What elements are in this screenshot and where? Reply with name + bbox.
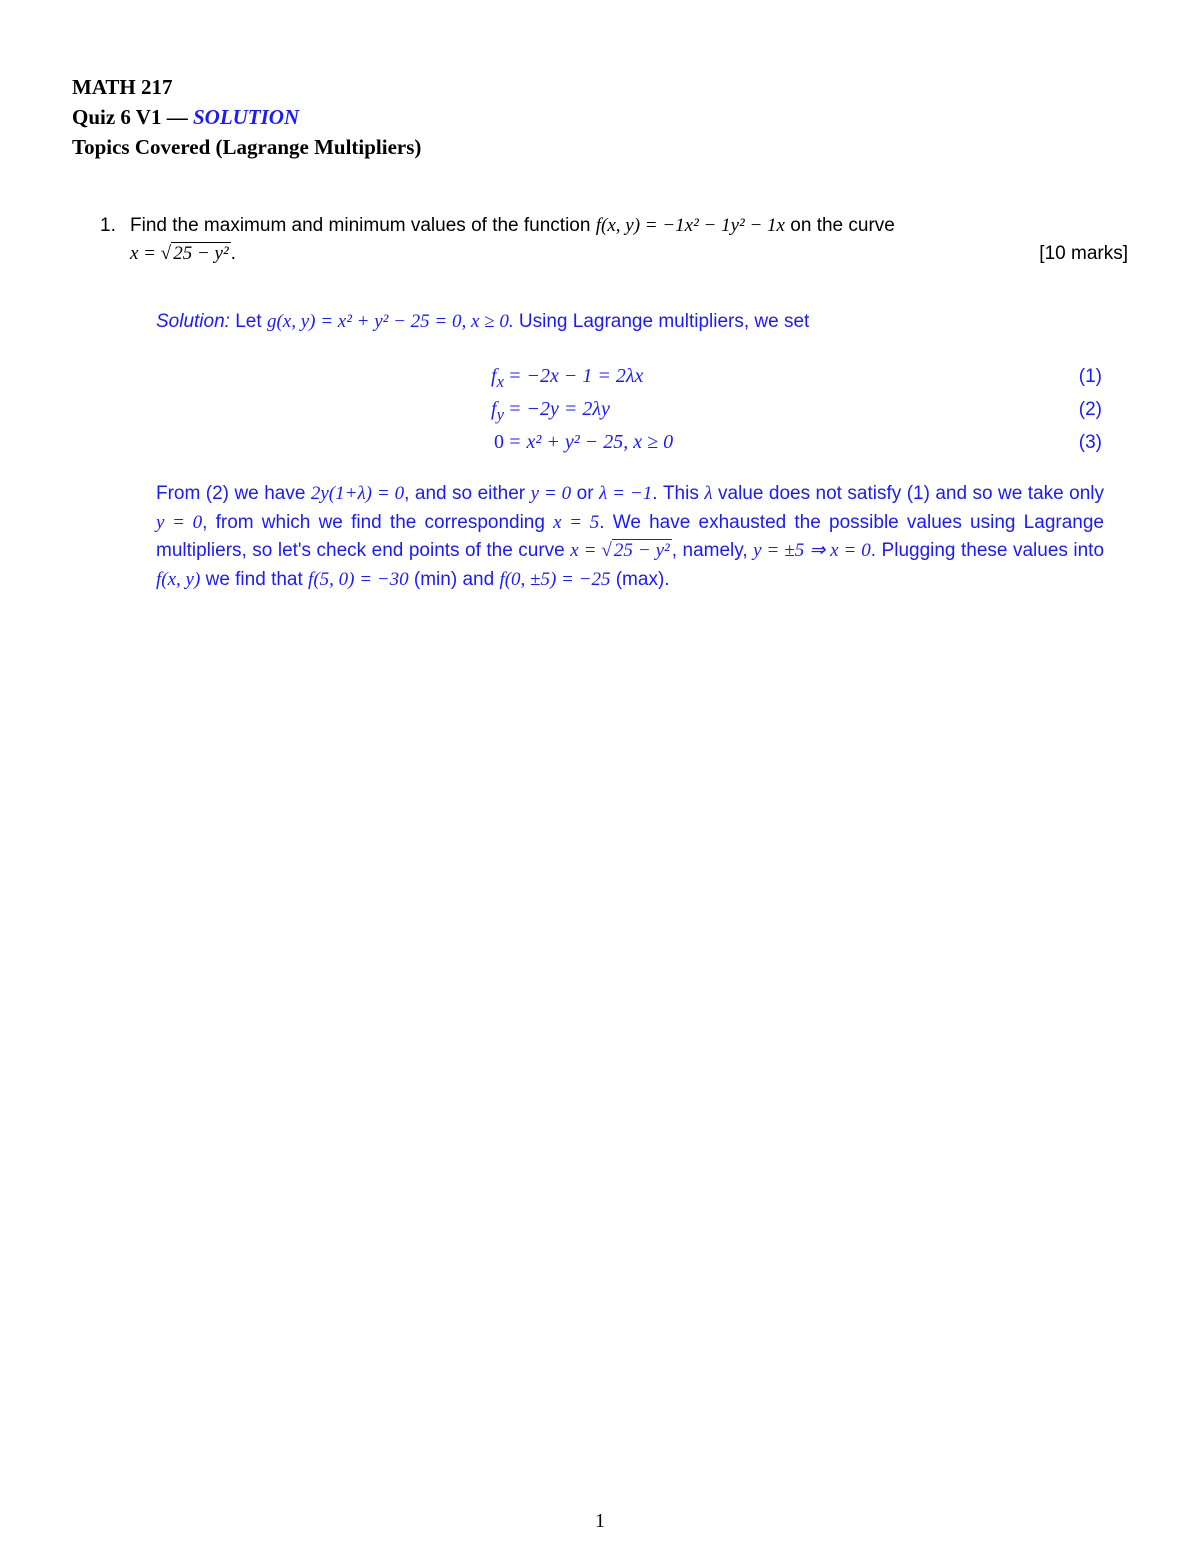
question-1 — [100, 212, 1132, 268]
question-marks: [10 marks] — [1039, 243, 1128, 264]
equation-lhs-symbol: f — [491, 365, 497, 387]
quiz-title — [72, 102, 421, 132]
curve-lhs: x = √ — [130, 243, 172, 264]
para-math: x = 5 — [553, 511, 600, 533]
quiz-label: Quiz 6 V1 — — [72, 105, 193, 129]
equation-row — [156, 426, 1104, 459]
solution-intro-1: Let — [229, 311, 267, 332]
question-text-part2: on the curve — [785, 215, 895, 236]
para-text: (max). — [610, 568, 670, 590]
solution-intro-2: Using Lagrange multipliers, we set — [513, 311, 810, 332]
equation-lhs-symbol: f — [491, 398, 497, 420]
para-text: . Plugging these values into — [870, 540, 1105, 561]
equation-lhs — [494, 426, 504, 459]
solution-label: Solution: — [156, 311, 230, 332]
para-math: λ — [704, 483, 713, 504]
question-text-part1: Find the maximum and minimum values of the function — [130, 215, 596, 236]
constraint-definition: g(x, y) = x² + y² − 25 = 0, x ≥ 0. — [266, 311, 514, 332]
para-text: , and so either — [404, 483, 531, 504]
page-number: 1 — [595, 1510, 605, 1532]
para-text: , from which we find the corresponding — [202, 511, 554, 533]
para-text: . We have exhausted the possible values using Lagrange multipliers, so let's check end points of the curve — [156, 511, 1104, 561]
curve-radicand: 25 − y² — [173, 243, 229, 264]
para-text: value does not satisfy (1) and so we take only — [712, 483, 1105, 504]
quiz-header — [72, 72, 421, 162]
para-text: , namely, — [671, 540, 754, 561]
question-function: f(x, y) = −1x² − 1y² − 1x — [595, 215, 785, 236]
equation-rhs: = −2y = 2λy — [508, 398, 610, 420]
equation-system — [156, 360, 1104, 459]
para-text: or — [571, 483, 599, 504]
solution-intro — [156, 308, 1104, 336]
solution-paragraph — [156, 480, 1104, 594]
para-text: (min) and — [408, 568, 500, 590]
para-math: 2y(1+λ) = 0 — [310, 483, 405, 504]
question-text — [130, 212, 1132, 268]
para-math: y = 0 — [156, 511, 203, 533]
equation-row — [156, 360, 1104, 393]
equation-rhs: = x² + y² − 25, x ≥ 0 — [508, 431, 674, 453]
para-math: x = √ — [570, 540, 612, 561]
equation-tag: (3) — [1078, 432, 1102, 453]
para-math: λ = −1 — [598, 483, 653, 504]
para-math: y = ±5 ⇒ x = 0 — [753, 540, 871, 561]
course-title: MATH 217 — [72, 75, 173, 99]
curve-end: . — [230, 243, 236, 264]
equation-lhs-subscript: y — [496, 405, 504, 424]
para-math: y = 0 — [530, 483, 572, 504]
question-number: 1. — [100, 215, 116, 236]
para-math: f(x, y) — [156, 568, 201, 590]
para-text: . This — [652, 483, 705, 504]
para-math: f(5, 0) = −30 — [308, 568, 409, 590]
equation-tag: (1) — [1078, 366, 1102, 387]
equation-lhs-subscript: x — [496, 372, 504, 391]
para-text: we find that — [200, 568, 309, 590]
equation-lhs-symbol: 0 — [494, 431, 504, 453]
equation-rhs: = −2x − 1 = 2λx — [508, 365, 644, 387]
topics-line: Topics Covered (Lagrange Multipliers) — [72, 135, 422, 159]
solution-heading: SOLUTION — [192, 105, 300, 129]
equation-row — [156, 393, 1104, 426]
para-math: f(0, ±5) = −25 — [499, 568, 611, 590]
para-math-radicand: 25 − y² — [613, 540, 670, 561]
para-text: From (2) we have — [156, 483, 311, 504]
equation-tag: (2) — [1078, 399, 1102, 420]
